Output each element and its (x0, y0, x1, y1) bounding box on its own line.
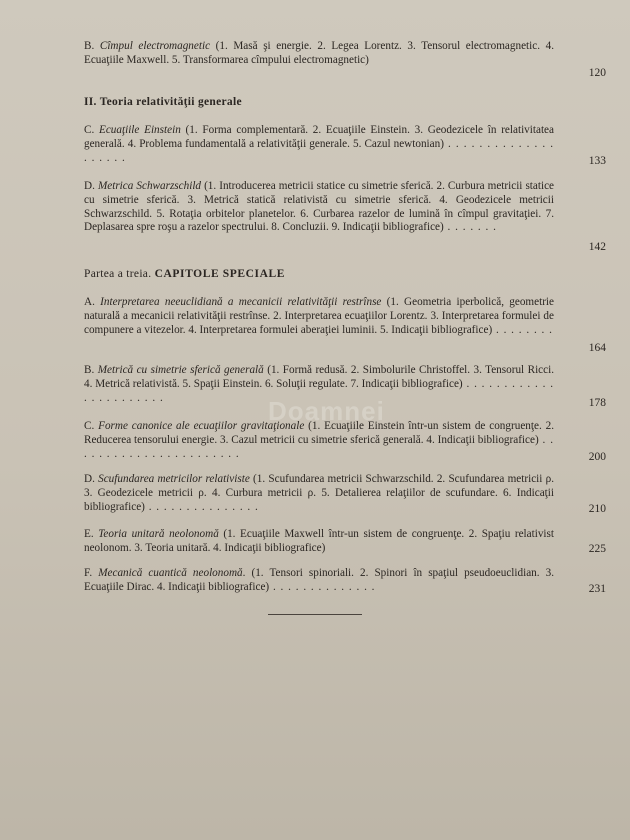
leader-dots: . . . . . . . (443, 221, 497, 234)
entry-label: C. (84, 124, 95, 136)
entry-label: D. (84, 473, 95, 485)
entry-title: Interpretarea neeuclidiană a mecanicii relativităţii restrînse (100, 296, 382, 308)
entry-title: Teoria unitară neolonomă (98, 528, 219, 540)
page-number: 231 (588, 583, 606, 595)
end-rule (268, 614, 362, 615)
page-number: 133 (588, 155, 606, 167)
entry-body: (1. Scufundarea metricii Schwarzschild. 2. Scufundarea metricii ρ. 3. Geodezicele metricii ρ. 4. Curbura metricii ρ. 5. Detalierea relaţiilor de scufundare. 6. Indicaţii bibliografice) (84, 473, 554, 513)
page-number: 200 (588, 451, 606, 463)
entry-label: E. (84, 528, 94, 540)
toc-entry (84, 567, 554, 595)
section-heading (84, 268, 285, 280)
leader-dots: . . . . . . . . (492, 323, 553, 336)
page-number: 225 (588, 543, 606, 555)
entry-label: B. (84, 40, 95, 52)
watermark-text: Doamnei (268, 396, 385, 426)
part-title: CAPITOLE SPECIALE (154, 268, 286, 280)
part-prefix: Partea a treia. (84, 268, 152, 280)
entry-label: A. (84, 296, 95, 308)
section-heading: II. Teoria relativităţii generale (84, 96, 242, 108)
leader-dots: . . . . . . . . . . . . . . . . . . . . . . . (84, 433, 554, 460)
entry-body: (1. Ecuaţiile Maxwell într-un sistem de congruenţe. 2. Spaţiu relativist neolonom. 3. Teoria unitară. 4. Indicaţii bibliografice) (84, 528, 555, 554)
page-number: 164 (588, 342, 606, 354)
toc-entry (84, 296, 554, 337)
entry-title: Scufundarea metricilor relativiste (98, 473, 250, 485)
entry-label: C. (84, 420, 95, 432)
entry-body: (1. Masă şi energie. 2. Legea Lorentz. 3. Tensorul electromagnetic. 4. Ecuaţiile Maxwell. 5. Transformarea cîmpului electromagnetic) (84, 40, 554, 66)
page-number: 120 (588, 67, 606, 79)
entry-body: (1. Ecuaţiile Einstein într-un sistem de congruenţe. 2. Reducerea tensorului energie. 3. Cazul metricii cu simetrie sferică generală. 4. Indicaţii bibliografice) (84, 420, 554, 446)
entry-title: Cîmpul electromagnetic (99, 40, 211, 52)
page-number: 142 (588, 241, 606, 253)
leader-dots: . . . . . . . . . . . . . . . (144, 500, 259, 513)
entry-title: Metrica Schwarzschild (97, 180, 202, 192)
entry-body: . (1. Tensori spinoriali. 2. Spinori în spaţiul pseudoeuclidian. 3. Ecuaţiile Dirac. 4. Indicaţii bibliografice) (84, 567, 555, 593)
toc-entry (84, 124, 554, 165)
entry-label: B. (84, 364, 95, 376)
entry-body: (1. Introducerea metricii statice cu simetrie sferică. 2. Curbura metricii statice cu simetrie sferică. 3. Metrică statică relativistă cu simetrie sferică. 4. Geodezicele metricii Schwarzschild. 5. Rotaţia orbitelor planetelor. 6. Curbarea razelor de lumină în cîmpul gravitaţiei. 7. Deplasarea spre roşu a razelor spectrului. 8. Concluzii. 9. Indicaţii bibliografice) (84, 180, 555, 234)
entry-body: (1. Formă redusă. 2. Simbolurile Christoffel. 3. Tensorul Ricci. 4. Metrică relativistă. 5. Spaţii Einstein. 6. Soluţii regulate. 7. Indicaţii bibliografice) (84, 364, 555, 390)
entry-title: Forme canonice ale ecuaţiilor gravitaţionale (98, 420, 305, 432)
leader-dots: . . . . . . . . . . . . . . . . . . . . . . . (84, 377, 555, 404)
leader-dots: . . . . . . . . . . . . . . . . . . . . (84, 137, 555, 164)
entry-label: D. (84, 180, 95, 192)
toc-entry (84, 40, 554, 68)
entry-title: Mecanică cuantică neolonomă (98, 567, 243, 579)
toc-entry (84, 528, 554, 556)
entry-body: (1. Forma complementară. 2. Ecuaţiile Einstein. 3. Geodezicele în relativitatea generală. 4. Problema fundamentală a relativităţii generale. 5. Cazul newtonian) (84, 124, 554, 150)
page-number: 178 (588, 397, 606, 409)
entry-body: (1. Geometria iperbolică, geometrie naturală a mecanicii relativităţii restrînse. 2. Interpretarea ecuaţiilor Lorentz. 3. Interpretarea formulei de compunere a vitezelor. 4. Interpretarea formulei aberaţiei luminii. 5. Indicaţii bibliografice) (84, 296, 555, 336)
toc-entry (84, 420, 554, 461)
toc-entry (84, 473, 554, 514)
page-number: 210 (588, 503, 606, 515)
entry-label: F. (84, 567, 93, 579)
leader-dots: . . . . . . . . . . . . . . (269, 580, 376, 593)
toc-entry (84, 180, 554, 235)
entry-title: Ecuaţiile Einstein (99, 124, 181, 136)
entry-title: Metrică cu simetrie sferică generală (97, 364, 264, 376)
